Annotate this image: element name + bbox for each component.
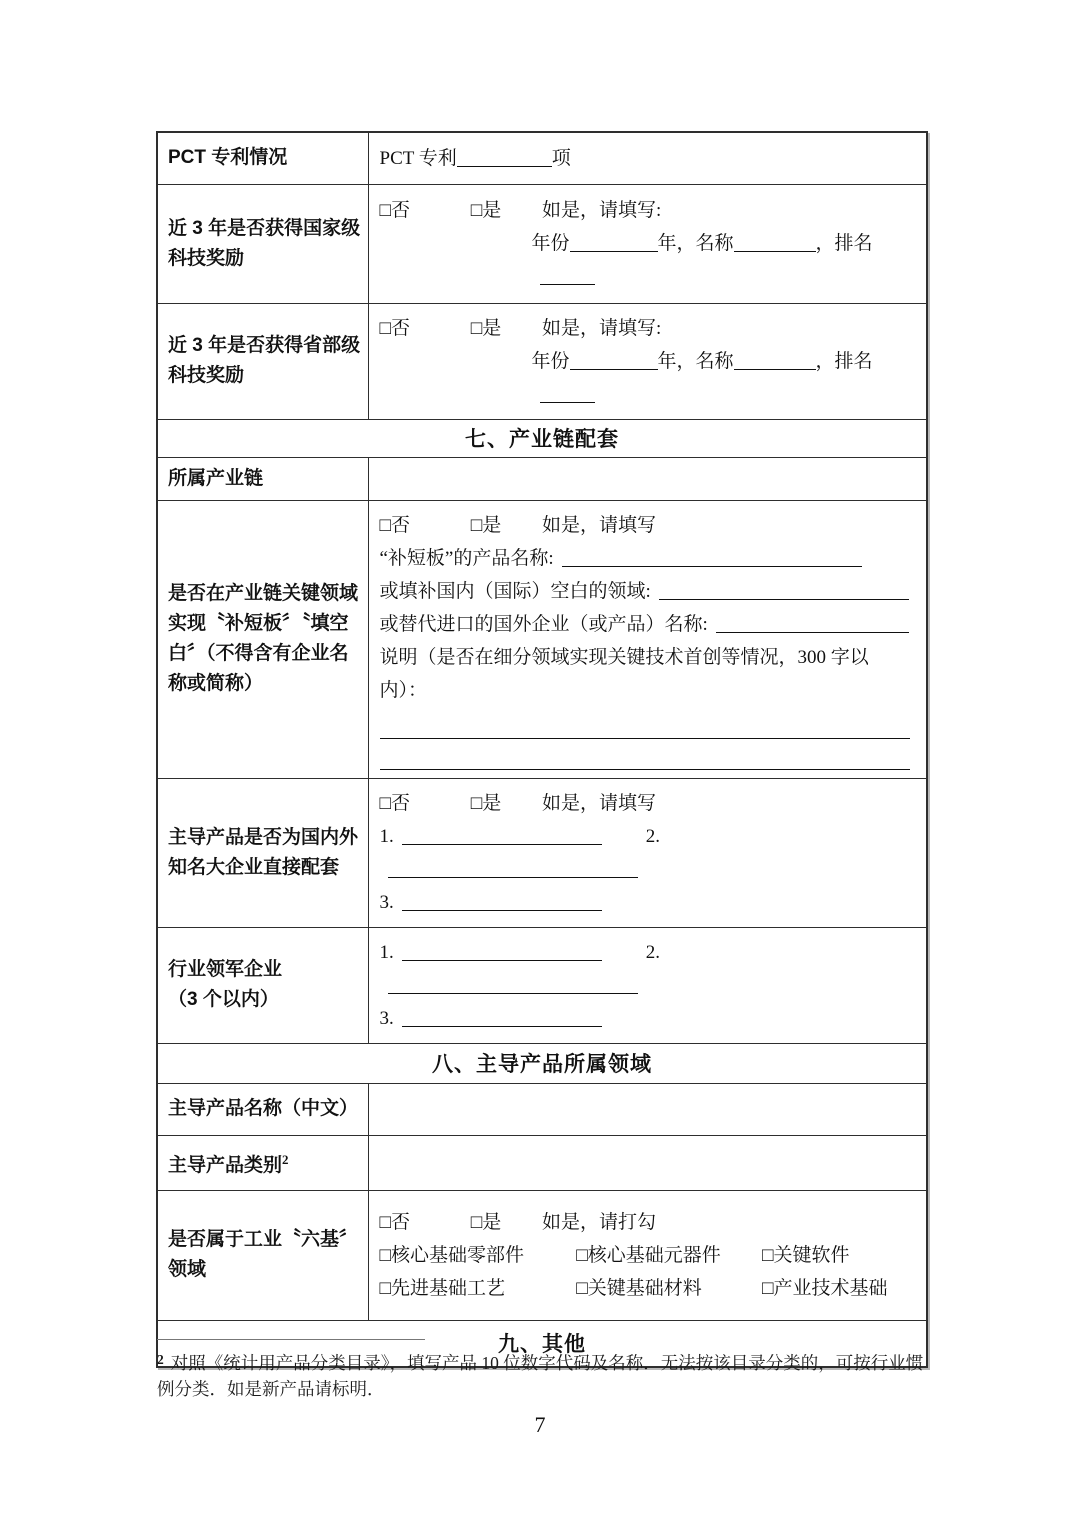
national-award-hint: 如是，请填写: [542,200,662,221]
shortboard-product-blank[interactable] [562,548,862,567]
shortboard-label: 是否在产业链关键领域实现〝补短板〞〝填空白〞（不得含有企业名称或简称） [157,500,368,778]
pct-count-blank[interactable] [457,148,552,167]
table-row-industry-chain [157,457,927,500]
checkbox-icon: □ [379,317,391,339]
shortboard-note-label: 说明（是否在细分领域实现关键技术首创等情况，300 字以内）： [379,646,869,701]
checkbox-icon: □ [379,514,391,536]
leading-value-cell [368,927,927,1043]
year-label: 年份 [531,233,570,254]
section9-heading: 九、其他 [157,1320,927,1367]
product-name-value-cell[interactable] [368,1083,927,1135]
year-label: 年份 [531,350,570,372]
application-form-table [156,131,928,1368]
product-category-value-cell[interactable] [368,1135,927,1190]
table-row-leading [157,927,927,1043]
provincial-award-checkbox-no[interactable] [380,318,411,339]
table-row-provincial-award [157,303,927,419]
rank-label: ，排名 [815,233,873,254]
shortboard-replace-label: 或替代进口的国外企业（或产品）名称: [379,613,708,635]
option-label: 产业技术基础 [773,1277,888,1299]
page-number: 7 [534,1412,546,1437]
checkbox-no-label: 否 [390,317,410,339]
checkbox-no-label: 否 [390,200,410,221]
provincial-award-value-cell [368,303,927,419]
year-blank[interactable] [570,233,658,252]
shortboard-product-label: “补短板”的产品名称: [379,547,554,569]
supporting-checkbox-no[interactable] [380,793,411,814]
leading-item1-blank[interactable] [402,942,602,961]
shortboard-note-blank-2[interactable] [380,769,910,770]
checkbox-yes-label: 是 [482,317,502,339]
leading-item3-label: 3. [379,1007,394,1029]
provincial-award-checkbox-yes[interactable] [471,318,502,339]
shortboard-hint: 如是，请填写 [542,514,657,536]
checkbox-yes-label: 是 [482,792,502,814]
national-award-label: 近 3 年是否获得国家级科技奖励 [157,184,368,303]
liuji-hint: 如是，请打勾 [542,1211,657,1233]
provincial-award-label: 近 3 年是否获得省部级科技奖励 [157,303,368,419]
liuji-value-cell [368,1190,927,1320]
section7-heading: 七、产业链配套 [157,419,927,457]
supporting-value-cell [368,778,927,927]
footnote-text: 对照《统计用产品分类目录》，填写产品 10 位数字代码及名称．无法按该目录分类的，可按行业惯例分类．如是新产品请标明． [157,1353,924,1399]
supporting-label: 主导产品是否为国内外知名大企业直接配套 [157,778,368,927]
option-label: 先进基础工艺 [390,1277,505,1299]
checkbox-no-label: 否 [390,792,410,814]
table-row-section7 [157,419,927,457]
year-blank[interactable] [570,351,658,370]
checkbox-icon: □ [470,1211,483,1233]
name-blank[interactable] [734,233,816,252]
liuji-checkbox-yes[interactable] [471,1212,502,1233]
shortboard-replace-blank[interactable] [716,614,909,633]
supporting-item2-blank[interactable] [388,859,638,878]
footnote-marker: 2 [157,1352,164,1367]
national-award-value-cell [368,184,927,303]
provincial-award-hint: 如是，请填写: [542,317,662,339]
pct-label: PCT 专利情况 [157,132,368,184]
pct-prefix: PCT 专利 [379,147,457,169]
checkbox-yes-label: 是 [482,1211,502,1233]
rank-label: ，排名 [815,350,873,372]
rank-blank[interactable] [540,384,595,403]
checkbox-icon: □ [379,792,391,814]
supporting-item3-blank[interactable] [402,892,602,911]
footnote [157,1347,929,1402]
name-blank[interactable] [734,351,816,370]
liuji-label: 是否属于工业〝六基〞领域 [157,1190,368,1320]
table-row-pct [157,132,927,184]
table-row-product-name [157,1083,927,1135]
leading-item3-blank[interactable] [402,1008,602,1027]
checkbox-icon: □ [379,1211,391,1233]
shortboard-checkbox-no[interactable] [380,515,411,536]
liuji-checkbox-key-materials[interactable] [576,1272,757,1305]
liuji-checkbox-core-components[interactable] [576,1239,757,1272]
product-name-label: 主导产品名称（中文） [157,1083,368,1135]
liuji-checkbox-advanced-process[interactable] [380,1272,572,1305]
name-label: 年，名称 [657,233,734,254]
section8-heading: 八、主导产品所属领域 [157,1043,927,1083]
footnote-divider [157,1339,425,1340]
checkbox-no-label: 否 [390,1211,410,1233]
shortboard-gap-label: 或填补国内（国际）空白的领域: [379,580,651,602]
liuji-checkbox-core-parts[interactable] [380,1239,572,1272]
product-category-label-text: 主导产品类别 [168,1154,283,1176]
national-award-checkbox-yes[interactable] [471,200,502,221]
pct-value-cell [368,132,927,184]
table-row-supporting [157,778,927,927]
leading-item1-label: 1. [379,941,394,963]
checkbox-icon: □ [762,1244,774,1266]
supporting-item3-label: 3. [379,891,394,913]
supporting-hint: 如是，请填写 [542,792,657,814]
leading-item2-blank[interactable] [388,975,638,994]
national-award-checkbox-no[interactable] [380,200,411,221]
table-row-shortboard [157,500,927,778]
option-label: 关键基础材料 [587,1277,702,1299]
checkbox-icon: □ [470,514,483,536]
option-label: 核心基础元器件 [587,1244,721,1266]
industry-chain-label: 所属产业链 [157,457,368,500]
checkbox-icon: □ [470,200,483,221]
product-category-label [157,1135,368,1190]
checkbox-icon: □ [379,200,391,221]
option-label: 核心基础零部件 [390,1244,524,1266]
liuji-checkbox-no[interactable] [380,1212,411,1233]
checkbox-yes-label: 是 [482,514,502,536]
table-row-section8 [157,1043,927,1083]
liuji-checkbox-industrial-tech-base[interactable] [762,1272,888,1305]
leading-item2-label: 2. [645,941,660,963]
checkbox-no-label: 否 [390,514,410,536]
option-label: 关键软件 [773,1244,850,1266]
table-row-product-category [157,1135,927,1190]
checkbox-icon: □ [470,792,483,814]
shortboard-gap-blank[interactable] [659,581,909,600]
checkbox-yes-label: 是 [482,200,502,221]
checkbox-icon: □ [576,1244,588,1266]
pct-suffix: 项 [551,147,571,169]
rank-blank[interactable] [540,266,595,285]
table-row-liuji [157,1190,927,1320]
checkbox-icon: □ [379,1244,391,1266]
name-label: 年，名称 [657,350,734,372]
leading-label: 行业领军企业 （3 个以内） [157,927,368,1043]
industry-chain-value-cell[interactable] [368,457,927,500]
table-row-national-award [157,184,927,303]
shortboard-checkbox-yes[interactable] [471,515,502,536]
shortboard-note-blank-1[interactable] [380,738,910,739]
supporting-checkbox-yes[interactable] [471,793,502,814]
supporting-item2-label: 2. [645,825,660,847]
checkbox-icon: □ [762,1277,774,1299]
shortboard-value-cell [368,500,927,778]
checkbox-icon: □ [470,317,483,339]
checkbox-icon: □ [379,1277,391,1299]
supporting-item1-label: 1. [379,825,394,847]
checkbox-icon: □ [576,1277,588,1299]
footnote-reference: 2 [282,1151,289,1167]
supporting-item1-blank[interactable] [402,826,602,845]
liuji-checkbox-key-software[interactable] [762,1239,850,1272]
